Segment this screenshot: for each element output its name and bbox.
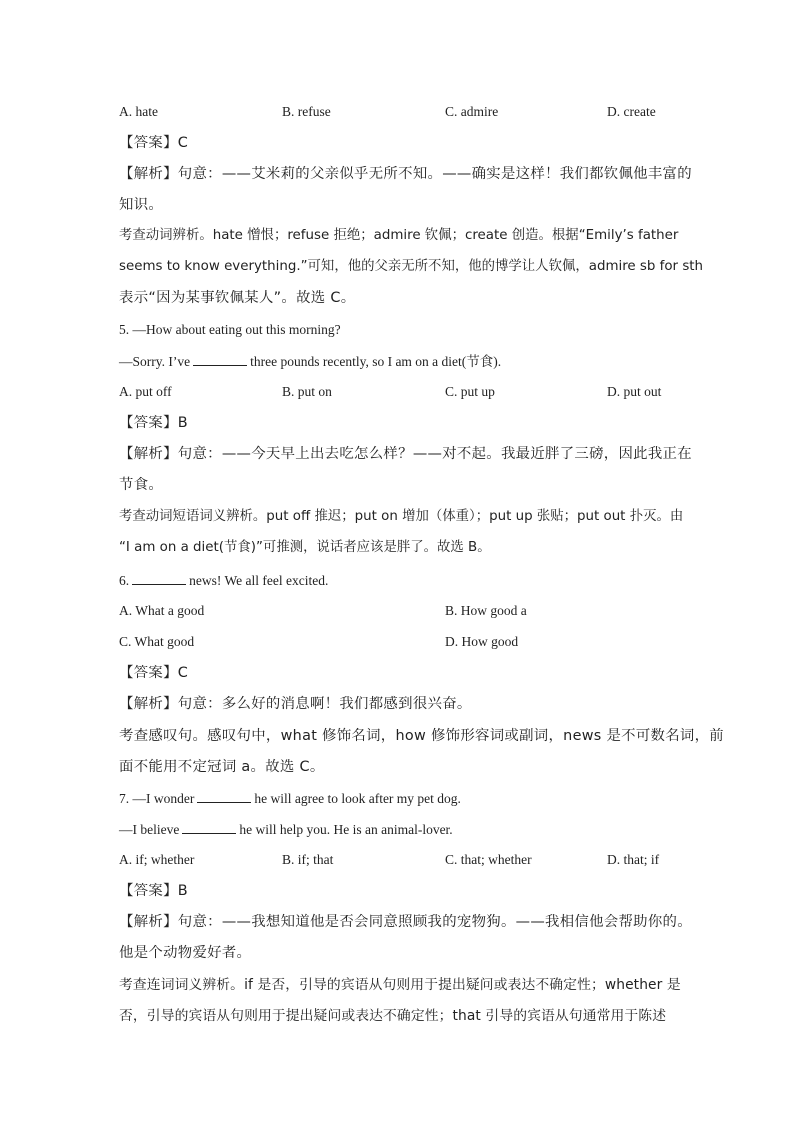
q4-analysis-line-5: 表示“因为某事钦佩某人”。故选 C。 [119,290,356,306]
q6-stem [119,572,328,589]
q4-option-a: A. hate [119,104,158,119]
q7-analysis-line-3: 考查连词词义辨析。if 是否，引导的宾语从句则用于提出疑问或表达不确定性；whether 是 [119,977,681,993]
q5-analysis-line-3: 考查动词短语词义辨析。put off 推迟；put on 增加（体重）；put up 张贴；put out 扑灭。由 [119,509,684,524]
q6-analysis-line-2: 考查感叹句。感叹句中，what 修饰名词，how 修饰形容词或副词，news 是不可数名词，前 [119,728,725,744]
q7-blank-1 [197,790,251,803]
q7-stem-suffix-2: he will help you. He is an animal-lover. [239,822,453,837]
q6-option-d: D. How good [445,634,519,649]
q6-stem-number: 6. [119,573,130,588]
q4-option-c: C. admire [445,104,499,119]
q6-option-a: A. What a good [119,603,205,618]
q7-stem-suffix-1: he will agree to look after my pet dog. [254,791,461,806]
q4-analysis-line-4: seems to know everything.”可知，他的父亲无所不知，他的博学让人钦佩，admire sb for sth [119,259,704,274]
q5-stem-line-2 [119,353,501,370]
q7-stem-line-2 [119,821,453,838]
q7-option-b: B. if; that [282,852,334,867]
q7-blank-2 [182,821,236,834]
q6-blank [132,572,186,585]
q5-stem-prefix: —Sorry. I’ve [119,354,191,369]
q5-analysis-line-4: “I am on a diet(节食)”可推测，说话者应该是胖了。故选 B。 [119,540,491,555]
q4-analysis-line-3: 考查动词辨析。hate 憎恨；refuse 拒绝；admire 钦佩；create 创造。根据“Emily’s father [119,228,679,243]
q7-analysis-line-1: 【解析】句意：——我想知道他是否会同意照顾我的宠物狗。——我相信他会帮助你的。 [119,914,692,930]
q4-answer: 【答案】C [119,135,189,151]
q5-option-b: B. put on [282,384,332,399]
q6-analysis-line-1: 【解析】句意：多么好的消息啊！我们都感到很兴奋。 [119,696,472,712]
q4-analysis-line-1: 【解析】句意：——艾米莉的父亲似乎无所不知。——确实是这样！我们都钦佩他丰富的 [119,166,692,182]
q7-analysis-line-2: 他是个动物爱好者。 [119,945,252,961]
q5-analysis-line-1: 【解析】句意：——今天早上出去吃怎么样？——对不起。我最近胖了三磅，因此我正在 [119,446,692,462]
q5-stem-suffix: three pounds recently, so I am on a diet(节食). [250,354,502,369]
q7-option-c: C. that; whether [445,852,532,867]
q4-option-d: D. create [607,104,656,119]
q6-option-c: C. What good [119,634,195,649]
q6-stem-text: news! We all feel excited. [189,573,329,588]
q4-analysis-line-2: 知识。 [119,197,164,213]
q4-option-b: B. refuse [282,104,331,119]
q6-analysis-line-3: 面不能用不定冠词 a。故选 C。 [119,759,325,775]
q7-stem-prefix-2: —I believe [119,822,180,837]
q5-option-c: C. put up [445,384,495,399]
q7-option-d: D. that; if [607,852,660,867]
q5-stem-line-1: 5. —How about eating out this morning? [119,322,341,337]
q5-blank [193,353,247,366]
q5-option-d: D. put out [607,384,662,399]
q6-answer: 【答案】C [119,665,189,681]
q5-option-a: A. put off [119,384,172,399]
q7-answer: 【答案】B [119,883,188,899]
q7-analysis-line-4: 否，引导的宾语从句则用于提出疑问或表达不确定性；that 引导的宾语从句通常用于陈述 [119,1008,667,1024]
q5-answer: 【答案】B [119,415,188,431]
q7-option-a: A. if; whether [119,852,195,867]
q7-stem-prefix-1: 7. —I wonder [119,791,195,806]
q7-stem-line-1 [119,790,461,807]
q5-analysis-line-2: 节食。 [119,477,164,493]
q6-option-b: B. How good a [445,603,527,618]
